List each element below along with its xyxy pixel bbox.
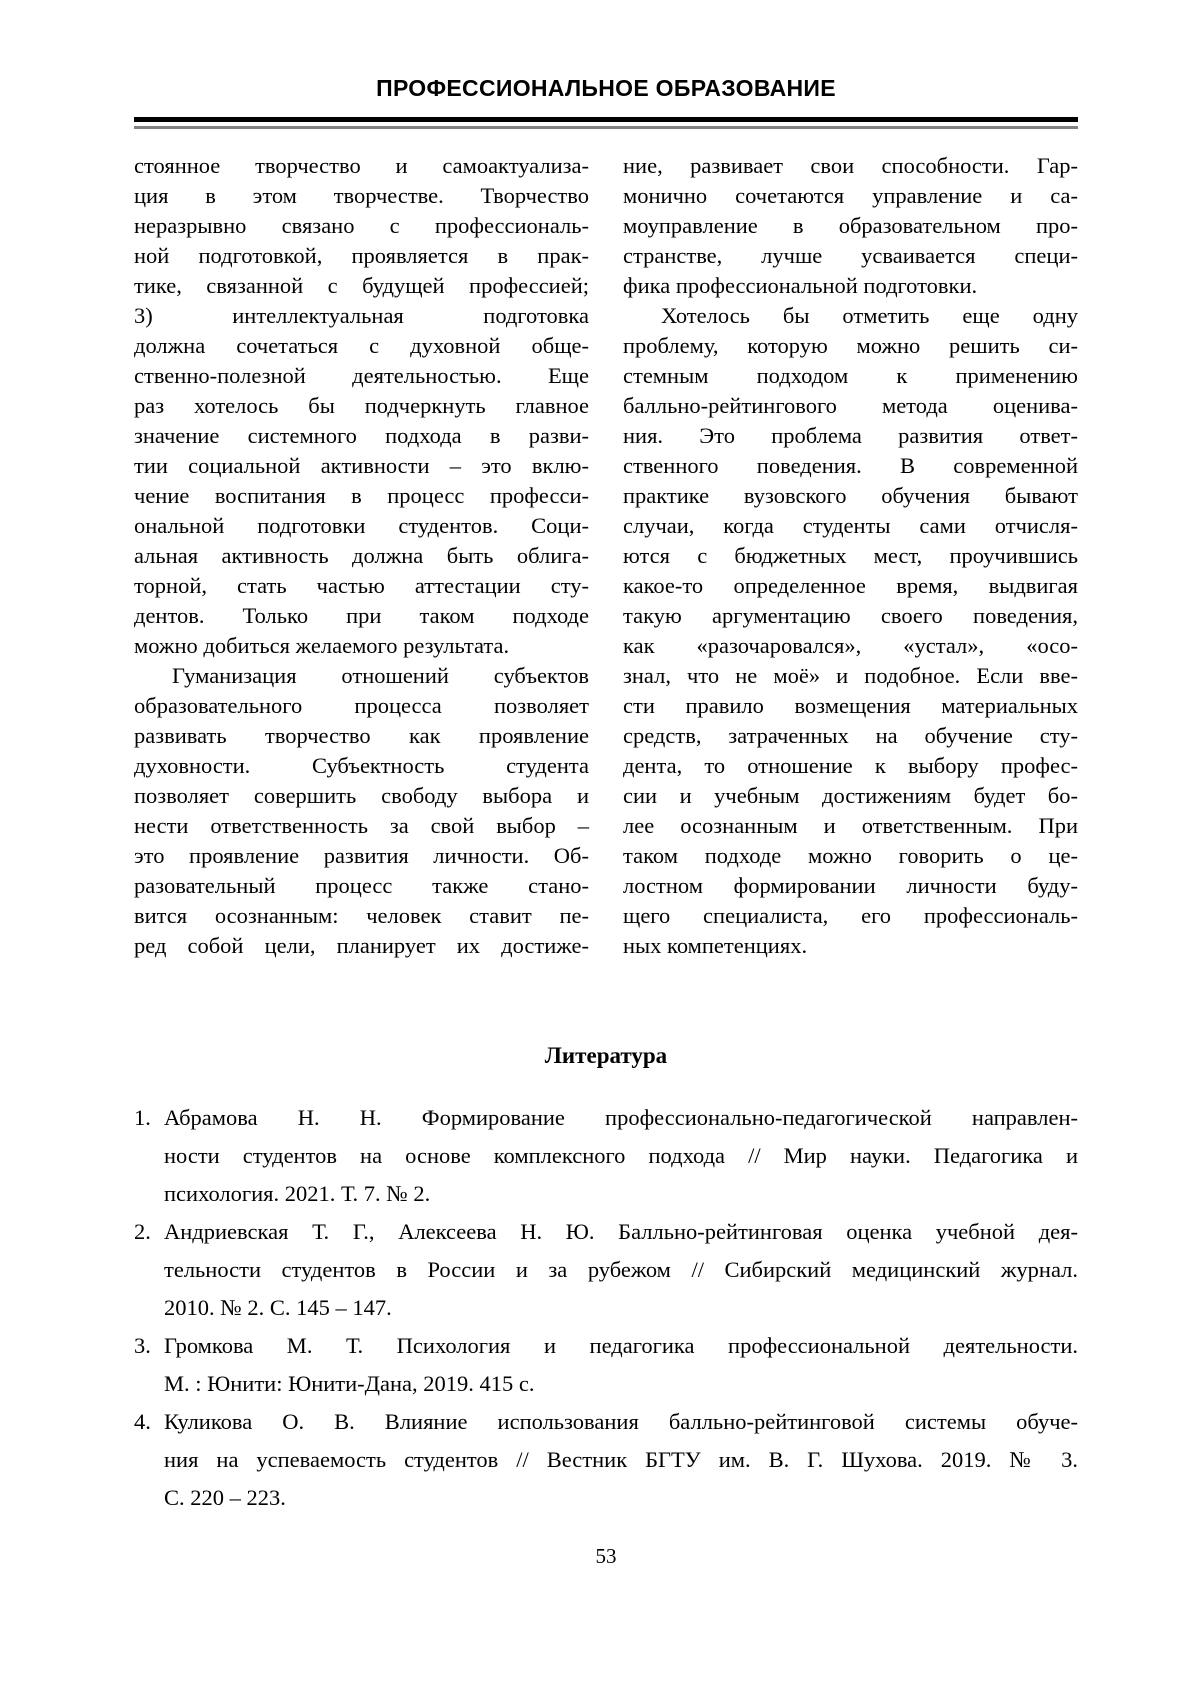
- text-line: ной подготовкой, проявляется в прак-: [134, 243, 589, 268]
- reference-line: [134, 1403, 1078, 1441]
- text-line: сти правило возмещения материальных: [623, 693, 1078, 718]
- text-line: как «разочаровался», «устал», «осо-: [623, 633, 1078, 658]
- text-line: стоянное творчество и самоактуализа-: [134, 153, 589, 178]
- text-line: ред собой цели, планирует их достиже-: [134, 933, 589, 958]
- text-line: торной, стать частью аттестации сту-: [134, 573, 589, 598]
- reference-line: [134, 1175, 1078, 1213]
- reference-line: [134, 1365, 1078, 1403]
- text-line: позволяет совершить свободу выбора и: [134, 783, 589, 808]
- text-line: ция в этом творчестве. Творчество: [134, 183, 589, 208]
- references-heading: Литература: [544, 1043, 668, 1068]
- text-line: ных компетенциях.: [623, 933, 808, 958]
- page-header-title: ПРОФЕССИОНАЛЬНОЕ ОБРАЗОВАНИЕ: [376, 75, 836, 101]
- text-line: неразрывно связано с профессиональ-: [134, 213, 589, 238]
- reference-text: ния на успеваемость студентов // Вестник БГТУ им. В. Г. Шухова. 2019. № 3.: [164, 1447, 1078, 1472]
- text-line: Гуманизация отношений субъектов: [172, 663, 589, 688]
- text-line: средств, затраченных на обучение сту-: [623, 723, 1078, 748]
- reference-number: 3.: [134, 1333, 151, 1358]
- reference-line: [134, 1441, 1078, 1479]
- text-line: ственного поведения. В современной: [623, 453, 1078, 478]
- text-line: монично сочетаются управление и са-: [623, 183, 1078, 208]
- text-line: проблему, которую можно решить си-: [623, 333, 1078, 358]
- left-column: [134, 151, 589, 961]
- header-rule: [134, 117, 1078, 129]
- text-line: моуправление в образовательном про-: [623, 213, 1078, 238]
- text-line: знал, что не моё» и подобное. Если вве-: [623, 663, 1078, 688]
- text-line: ются с бюджетных мест, проучившись: [623, 543, 1078, 568]
- reference-line: [134, 1213, 1078, 1251]
- text-line: вится осознанным: человек ставит пе-: [134, 903, 589, 928]
- reference-text: С. 220 – 223.: [164, 1485, 286, 1510]
- text-line: тии социальной активности – это вклю-: [134, 453, 589, 478]
- text-line: значение системного подхода в разви-: [134, 423, 589, 448]
- text-line: стемным подходом к применению: [623, 363, 1078, 388]
- right-column: [623, 151, 1078, 961]
- text-line: раз хотелось бы подчеркнуть главное: [134, 393, 589, 418]
- header-rule-thin-line: [134, 126, 1078, 129]
- text-line: щего специалиста, его профессиональ-: [623, 903, 1078, 928]
- text-line: нести ответственность за свой выбор –: [134, 813, 589, 838]
- reference-line: [134, 1251, 1078, 1289]
- reference-text: М. : Юнити: Юнити-Дана, 2019. 415 с.: [164, 1371, 535, 1396]
- text-line: развивать творчество как проявление: [134, 723, 589, 748]
- reference-text: Андриевская Т. Г., Алексеева Н. Ю. Балльно-рейтинговая оценка учебной дея-: [164, 1219, 1078, 1244]
- text-line: дента, то отношение к выбору профес-: [623, 753, 1078, 778]
- reference-text: 2010. № 2. С. 145 – 147.: [164, 1295, 392, 1320]
- reference-text: психология. 2021. Т. 7. № 2.: [164, 1181, 431, 1206]
- page-number: 53: [595, 1544, 617, 1568]
- reference-line: [134, 1327, 1078, 1365]
- text-line: должна сочетаться с духовной обще-: [134, 333, 589, 358]
- text-line: образовательного процесса позволяет: [134, 693, 589, 718]
- text-line: это проявление развития личности. Об-: [134, 843, 589, 868]
- reference-text: Абрамова Н. Н. Формирование профессионально-педагогической направлен-: [164, 1105, 1078, 1130]
- article-body: [134, 151, 1078, 961]
- reference-number: 4.: [134, 1409, 151, 1434]
- page-content: [134, 0, 1078, 1569]
- reference-number: 1.: [134, 1105, 151, 1130]
- text-line: чение воспитания в процесс професси-: [134, 483, 589, 508]
- text-line: лее осознанным и ответственным. При: [623, 813, 1078, 838]
- text-line: странстве, лучше усваивается специ-: [623, 243, 1078, 268]
- header-rule-thick-line: [134, 117, 1078, 122]
- reference-text: Громкова М. Т. Психология и педагогика профессиональной деятельности.: [164, 1333, 1078, 1358]
- text-line: Хотелось бы отметить еще одну: [661, 303, 1078, 328]
- text-line: какое-то определенное время, выдвигая: [623, 573, 1078, 598]
- text-line: альная активность должна быть облига-: [134, 543, 589, 568]
- text-line: ональной подготовки студентов. Соци-: [134, 513, 589, 538]
- text-line: дентов. Только при таком подходе: [134, 603, 589, 628]
- reference-line: [134, 1479, 1078, 1517]
- text-line: разовательный процесс также стано-: [134, 873, 589, 898]
- text-line: тике, связанной с будущей профессией;: [134, 273, 589, 298]
- text-line: можно добиться желаемого результата.: [134, 633, 510, 658]
- reference-line: [134, 1099, 1078, 1137]
- reference-line: [134, 1289, 1078, 1327]
- reference-line: [134, 1137, 1078, 1175]
- text-line: балльно-рейтингового метода оценива-: [623, 393, 1078, 418]
- text-line: практике вузовского обучения бывают: [623, 483, 1078, 508]
- text-line: фика профессиональной подготовки.: [623, 273, 978, 298]
- text-line: сии и учебным достижениям будет бо-: [623, 783, 1078, 808]
- text-line: ние, развивает свои способности. Гар-: [623, 153, 1078, 178]
- text-line: духовности. Субъектность студента: [134, 753, 589, 778]
- reference-text: тельности студентов в России и за рубежом // Сибирский медицинский журнал.: [164, 1257, 1078, 1282]
- text-line: 3) интеллектуальная подготовка: [134, 303, 589, 328]
- text-line: лостном формировании личности буду-: [623, 873, 1078, 898]
- text-line: такую аргументацию своего поведения,: [623, 603, 1078, 628]
- text-line: ственно-полезной деятельностью. Еще: [134, 363, 589, 388]
- text-line: случаи, когда студенты сами отчисля-: [623, 513, 1078, 538]
- text-line: таком подходе можно говорить о це-: [623, 843, 1078, 868]
- text-line: ния. Это проблема развития ответ-: [623, 423, 1078, 448]
- reference-text: Куликова О. В. Влияние использования балльно-рейтинговой системы обуче-: [164, 1409, 1078, 1434]
- references-list: [134, 1099, 1078, 1517]
- reference-text: ности студентов на основе комплексного подхода // Мир науки. Педагогика и: [164, 1143, 1078, 1168]
- reference-number: 2.: [134, 1219, 151, 1244]
